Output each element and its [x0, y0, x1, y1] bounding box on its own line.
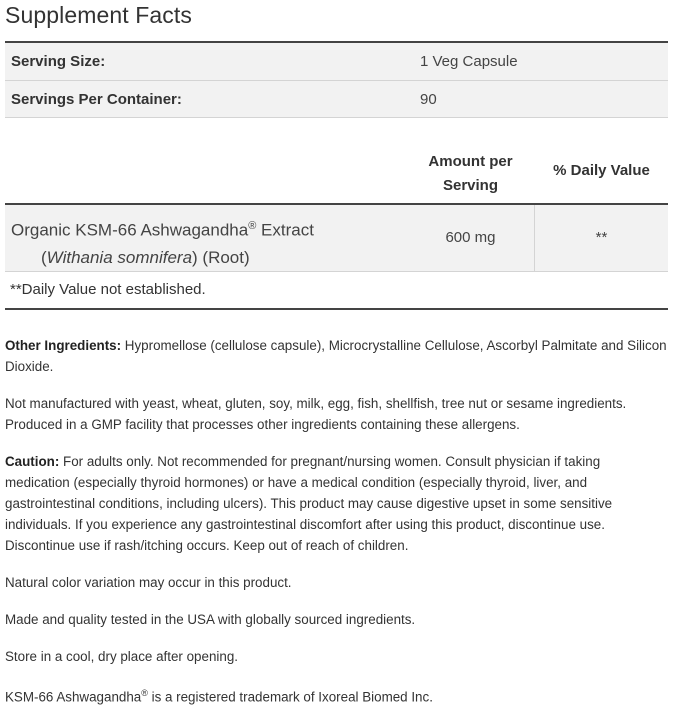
servings-per-container-row	[5, 81, 668, 118]
ingredient-row	[5, 205, 668, 272]
servings-per-container-label: Servings Per Container:	[11, 91, 182, 108]
caution-statement: Caution: For adults only. Not recommended for pregnant/nursing women. Consult physician if taking medication (especially thyroid hormones) or have a medical condition (especially thyroid, liver, and gastrointestinal conditions, including ulcers). This product may cause digestive upset in some sensitive individuals. If you experience any gastrointestinal discomfort after using this product, discontinue use. Discontinue use if rash/itching occurs. Keep out of reach of children.	[5, 454, 613, 553]
heavy-divider	[5, 308, 668, 310]
ingredient-name: Organic KSM-66 Ashwagandha® Extract (Withania somnifera) (Root)	[11, 220, 314, 267]
other-ingredients: Other Ingredients: Hypromellose (cellulose capsule), Microcrystalline Cellulose, Ascorbyl Palmitate and Silicon Dioxide.	[5, 338, 667, 374]
color-variation-note: Natural color variation may occur in this product.	[5, 575, 292, 590]
ingredient-daily-value: **	[595, 229, 608, 246]
allergen-statement: Not manufactured with yeast, wheat, gluten, soy, milk, egg, fish, shellfish, tree nut or sesame ingredients. Produced in a GMP facility that processes other ingredients containing these allergens.	[5, 396, 627, 432]
servings-per-container-value: 90	[420, 91, 437, 108]
botanical-name: Withania somnifera	[46, 247, 193, 267]
daily-value-footnote: **Daily Value not established.	[10, 281, 206, 298]
made-in-usa-note: Made and quality tested in the USA with globally sourced ingredients.	[5, 612, 416, 627]
serving-size-row	[5, 43, 668, 81]
ingredient-amount: 600 mg	[445, 229, 496, 246]
daily-value-header: % Daily Value	[553, 162, 650, 179]
serving-size-value: 1 Veg Capsule	[420, 53, 518, 70]
storage-note: Store in a cool, dry place after opening.	[5, 649, 238, 664]
serving-size-label: Serving Size:	[11, 53, 106, 70]
page-title: Supplement Facts	[5, 2, 192, 28]
amount-per-serving-header: Amount per Serving	[428, 153, 513, 194]
trademark-note: KSM-66 Ashwagandha® is a registered trademark of Ixoreal Biomed Inc.	[5, 688, 433, 705]
